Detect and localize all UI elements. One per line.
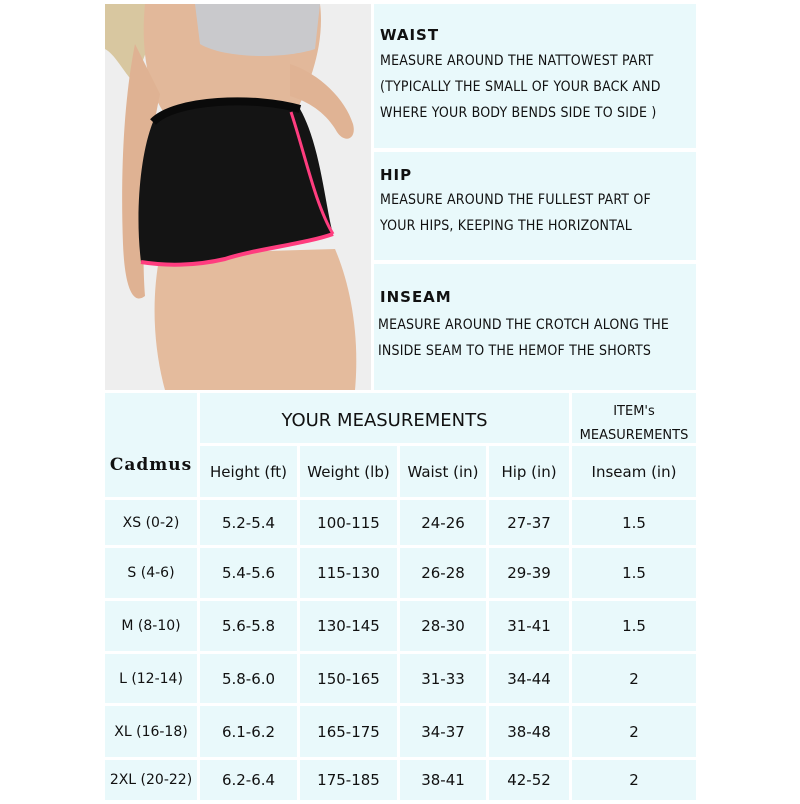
table-cell: 150-165 — [317, 669, 380, 688]
table-cell: 27-37 — [507, 513, 551, 532]
table-cell: 2 — [629, 771, 639, 789]
inseam-line-1: MEASURE AROUND THE CROTCH ALONG THE — [378, 317, 670, 333]
table-cell: 28-30 — [421, 617, 465, 635]
table-cell: 165-175 — [317, 722, 380, 741]
table-cell: 31-33 — [421, 669, 465, 688]
table-cell: 6.1-6.2 — [221, 722, 276, 741]
col-label-waist: Waist (in) — [407, 462, 479, 481]
waist-line-3: WHERE YOUR BODY BENDS SIDE TO SIDE ) — [380, 105, 657, 121]
brand-label: Cadmus — [109, 455, 193, 475]
hip-title: HIP — [380, 166, 413, 184]
size-label: 2XL (20-22) — [109, 772, 193, 788]
item-measurements-line-2: MEASUREMENTS — [579, 427, 689, 443]
col-label-height: Height (ft) — [210, 462, 287, 481]
table-cell: 5.4-5.6 — [221, 564, 276, 582]
table-cell: 115-130 — [317, 564, 380, 582]
waist-line-1: MEASURE AROUND THE NATTOWEST PART — [380, 53, 654, 69]
col-label-hip: Hip (in) — [501, 462, 557, 481]
table-cell: 26-28 — [421, 564, 465, 582]
your-measurements-label: YOUR MEASUREMENTS — [281, 409, 488, 431]
table-cell: 5.6-5.8 — [221, 617, 276, 635]
table-cell: 31-41 — [507, 617, 551, 635]
col-label-inseam: Inseam (in) — [591, 462, 677, 481]
col-label-weight: Weight (lb) — [307, 462, 390, 481]
table-cell: 175-185 — [317, 771, 380, 789]
waist-line-2: (TYPICALLY THE SMALL OF YOUR BACK AND — [380, 79, 661, 95]
table-cell: 38-41 — [421, 771, 465, 789]
inseam-line-2: INSIDE SEAM TO THE HEMOF THE SHORTS — [378, 343, 652, 359]
size-label: S (4-6) — [127, 565, 175, 581]
table-cell: 29-39 — [507, 564, 551, 582]
table-cell: 130-145 — [317, 617, 380, 635]
table-cell: 1.5 — [622, 617, 646, 635]
table-cell: 100-115 — [317, 513, 380, 532]
hip-line-2: YOUR HIPS, KEEPING THE HORIZONTAL — [380, 218, 633, 234]
table-cell: 38-48 — [507, 722, 551, 741]
table-cell: 1.5 — [622, 564, 646, 582]
size-label: XS (0-2) — [122, 514, 180, 531]
table-cell: 2 — [629, 722, 639, 741]
table-cell: 34-37 — [421, 722, 465, 741]
product-photo — [105, 4, 371, 390]
table-cell: 42-52 — [507, 771, 551, 789]
table-cell: 24-26 — [421, 513, 465, 532]
size-label: L (12-14) — [119, 670, 183, 687]
waist-title: WAIST — [380, 26, 440, 44]
table-cell: 5.2-5.4 — [221, 513, 276, 532]
inseam-panel — [374, 264, 696, 390]
size-label: XL (16-18) — [114, 723, 188, 740]
table-cell: 2 — [629, 669, 639, 688]
hip-panel — [374, 152, 696, 260]
item-measurements-line-1: ITEM's — [613, 403, 655, 419]
hip-line-1: MEASURE AROUND THE FULLEST PART OF — [380, 192, 651, 208]
waist-panel — [374, 4, 696, 148]
table-cell: 5.8-6.0 — [221, 669, 276, 688]
table-cell: 1.5 — [622, 513, 646, 532]
size-label: M (8-10) — [121, 618, 181, 634]
table-cell: 6.2-6.4 — [221, 771, 276, 789]
inseam-title: INSEAM — [380, 288, 452, 306]
table-cell: 34-44 — [507, 669, 551, 688]
